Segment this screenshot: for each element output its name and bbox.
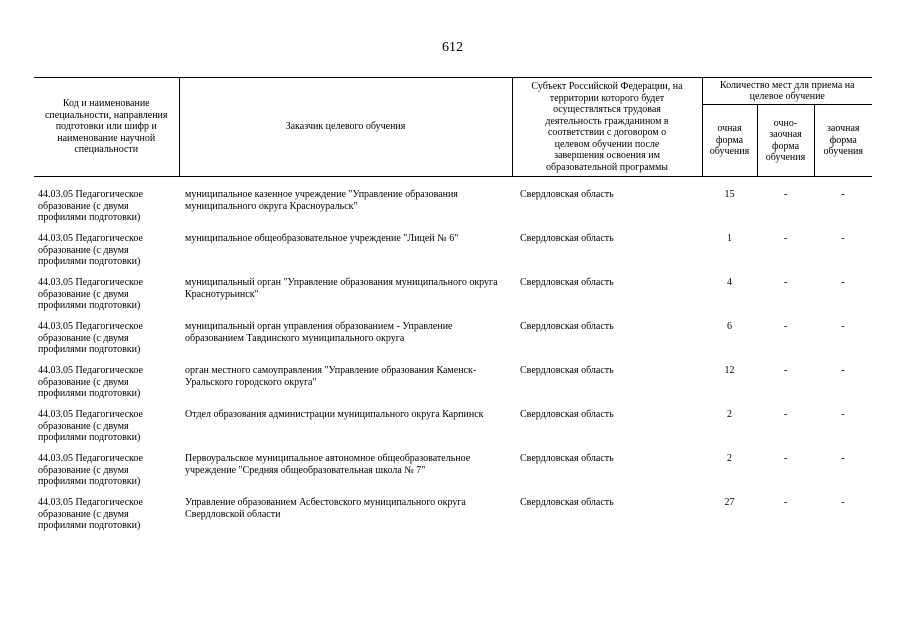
header-extramural: заочная форма обучения [814,105,872,177]
cell-region: Свердловская область [520,365,614,376]
cell-part-time: - [783,233,788,244]
cell-customer: муниципальное общеобразовательное учреждение "Лицей № 6" [185,233,459,244]
cell-code: 44.03.05 Педагогическое образование (с двумя профилями подготовки) [38,277,143,311]
table-row [34,365,872,409]
header-places: Количество мест для приема на целевое обучение [702,78,872,105]
cell-region: Свердловская область [520,321,614,332]
cell-region: Свердловская область [520,409,614,420]
cell-part-time: - [783,189,788,200]
cell-part-time: - [783,497,788,508]
cell-region: Свердловская область [520,453,614,464]
cell-code: 44.03.05 Педагогическое образование (с двумя профилями подготовки) [38,189,143,223]
cell-customer: Первоуральское муниципальное автономное общеобразовательное учреждение "Средняя общеобразовательная школа № 7" [185,453,471,476]
cell-full-time: 15 [724,189,735,200]
cell-customer: Отдел образования администрации муниципального округа Карпинск [185,409,484,420]
page-number: 612 [442,40,463,55]
table-row [34,177,872,234]
cell-code: 44.03.05 Педагогическое образование (с двумя профилями подготовки) [38,365,143,399]
table-row [34,321,872,365]
cell-customer: муниципальный орган "Управление образования муниципального округа Краснотурьинск" [185,277,498,300]
cell-extramural: - [841,233,845,244]
cell-full-time: 2 [727,453,732,464]
cell-part-time: - [783,277,788,288]
cell-customer: Управление образованием Асбестовского муниципального округа Свердловской области [185,497,466,520]
table-header [34,78,872,177]
table-body [34,177,872,542]
cell-extramural: - [841,497,845,508]
cell-full-time: 2 [727,409,732,420]
cell-customer: муниципальный орган управления образованием - Управление образованием Тавдинского муниципального округа [185,321,453,344]
cell-full-time: 12 [724,365,735,376]
header-region: Субъект Российской Федерации, на территории которого будет осуществляться трудовая деятельность гражданином в соответствии с договором о целевом обучении после завершения освоения им образовательной программы [512,78,702,177]
cell-full-time: 4 [727,277,732,288]
cell-part-time: - [783,321,788,332]
target-training-table [34,77,872,541]
cell-code: 44.03.05 Педагогическое образование (с двумя профилями подготовки) [38,321,143,355]
cell-customer: орган местного самоуправления "Управление образования Каменск-Уральского городского округа" [185,365,477,388]
cell-extramural: - [841,409,845,420]
cell-code: 44.03.05 Педагогическое образование (с двумя профилями подготовки) [38,233,143,267]
cell-part-time: - [783,453,788,464]
header-code: Код и наименование специальности, направления подготовки или шифр и наименование научной специальности [34,78,179,177]
cell-extramural: - [841,321,845,332]
cell-code: 44.03.05 Педагогическое образование (с двумя профилями подготовки) [38,409,143,443]
table-row [34,497,872,541]
cell-full-time: 1 [727,233,732,244]
header-customer: Заказчик целевого обучения [179,78,512,177]
cell-code: 44.03.05 Педагогическое образование (с двумя профилями подготовки) [38,453,143,487]
table-row [34,233,872,277]
cell-part-time: - [783,365,788,376]
cell-code: 44.03.05 Педагогическое образование (с двумя профилями подготовки) [38,497,143,531]
cell-customer: муниципальное казенное учреждение "Управление образования муниципального округа Красноуральск" [185,189,458,212]
table-row [34,409,872,453]
cell-full-time: 6 [727,321,732,332]
table-row [34,453,872,497]
header-part-time: очно-заочная форма обучения [757,105,814,177]
cell-region: Свердловская область [520,497,614,508]
cell-region: Свердловская область [520,233,614,244]
cell-region: Свердловская область [520,277,614,288]
cell-region: Свердловская область [520,189,614,200]
cell-extramural: - [841,277,845,288]
header-full-time: очная форма обучения [702,105,757,177]
cell-extramural: - [841,453,845,464]
cell-extramural: - [841,189,845,200]
cell-full-time: 27 [724,497,735,508]
cell-part-time: - [783,409,788,420]
table-row [34,277,872,321]
cell-extramural: - [841,365,845,376]
